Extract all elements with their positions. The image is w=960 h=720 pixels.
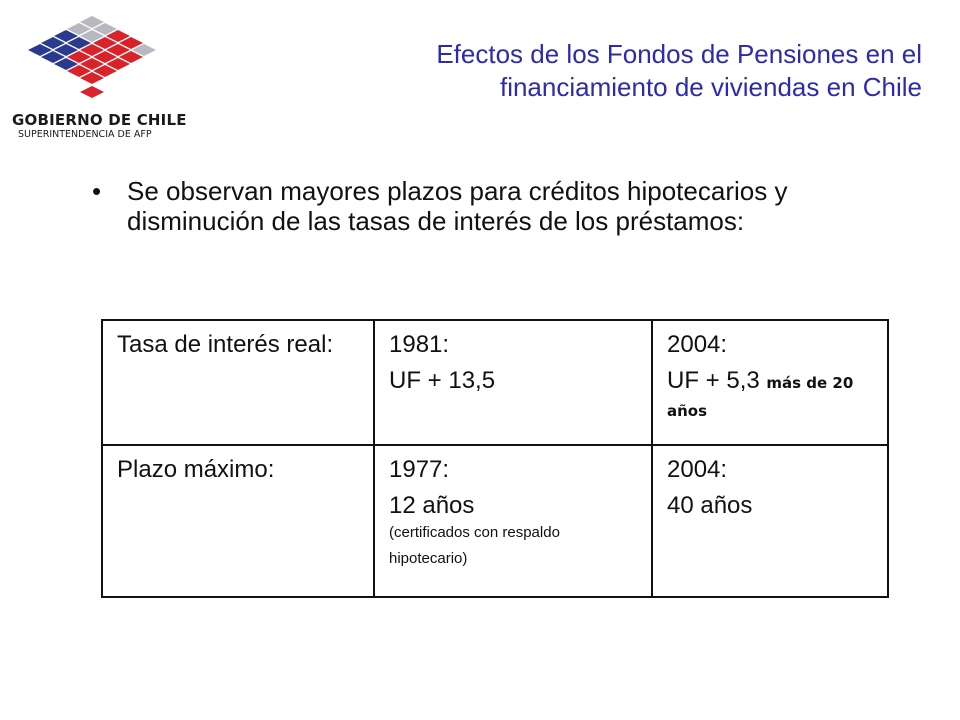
logo-mark-icon (4, 8, 180, 112)
rate-note: más de 20 años (667, 374, 854, 420)
table-cell (374, 320, 652, 445)
year-label: 2004: (667, 331, 728, 358)
gobierno-logo (4, 8, 187, 140)
bullet-point (92, 176, 852, 236)
title-line-2: financiamiento de viviendas en Chile (499, 72, 922, 102)
year-label: 1977: (389, 456, 450, 483)
logo-title: GOBIERNO DE CHILE (12, 111, 187, 129)
table-row (102, 320, 888, 445)
term-value: 12 años (389, 492, 475, 519)
row-label: Tasa de interés real: (117, 331, 334, 358)
table-cell (374, 445, 652, 597)
rate-value: UF + 13,5 (389, 367, 496, 394)
bullet-text: Se observan mayores plazos para créditos hipotecarios y disminución de las tasas de interés de los préstamos: (127, 176, 788, 236)
table-row (102, 445, 888, 597)
term-value: 40 años (667, 492, 753, 519)
table-cell (652, 445, 888, 597)
term-note: (certificados con respaldo hipotecario) (389, 524, 560, 567)
slide-title (282, 38, 922, 104)
logo-subtitle: SUPERINTENDENCIA DE AFP (18, 129, 152, 140)
year-label: 2004: (667, 456, 728, 483)
table-cell-label (102, 445, 374, 597)
comparison-table (101, 319, 889, 598)
table-cell (652, 320, 888, 445)
bullet-icon: • (92, 176, 102, 206)
table-cell-label (102, 320, 374, 445)
rate-value: UF + 5,3 (667, 367, 760, 394)
row-label: Plazo máximo: (117, 456, 275, 483)
title-line-1: Efectos de los Fondos de Pensiones en el (436, 39, 922, 69)
year-label: 1981: (389, 331, 450, 358)
